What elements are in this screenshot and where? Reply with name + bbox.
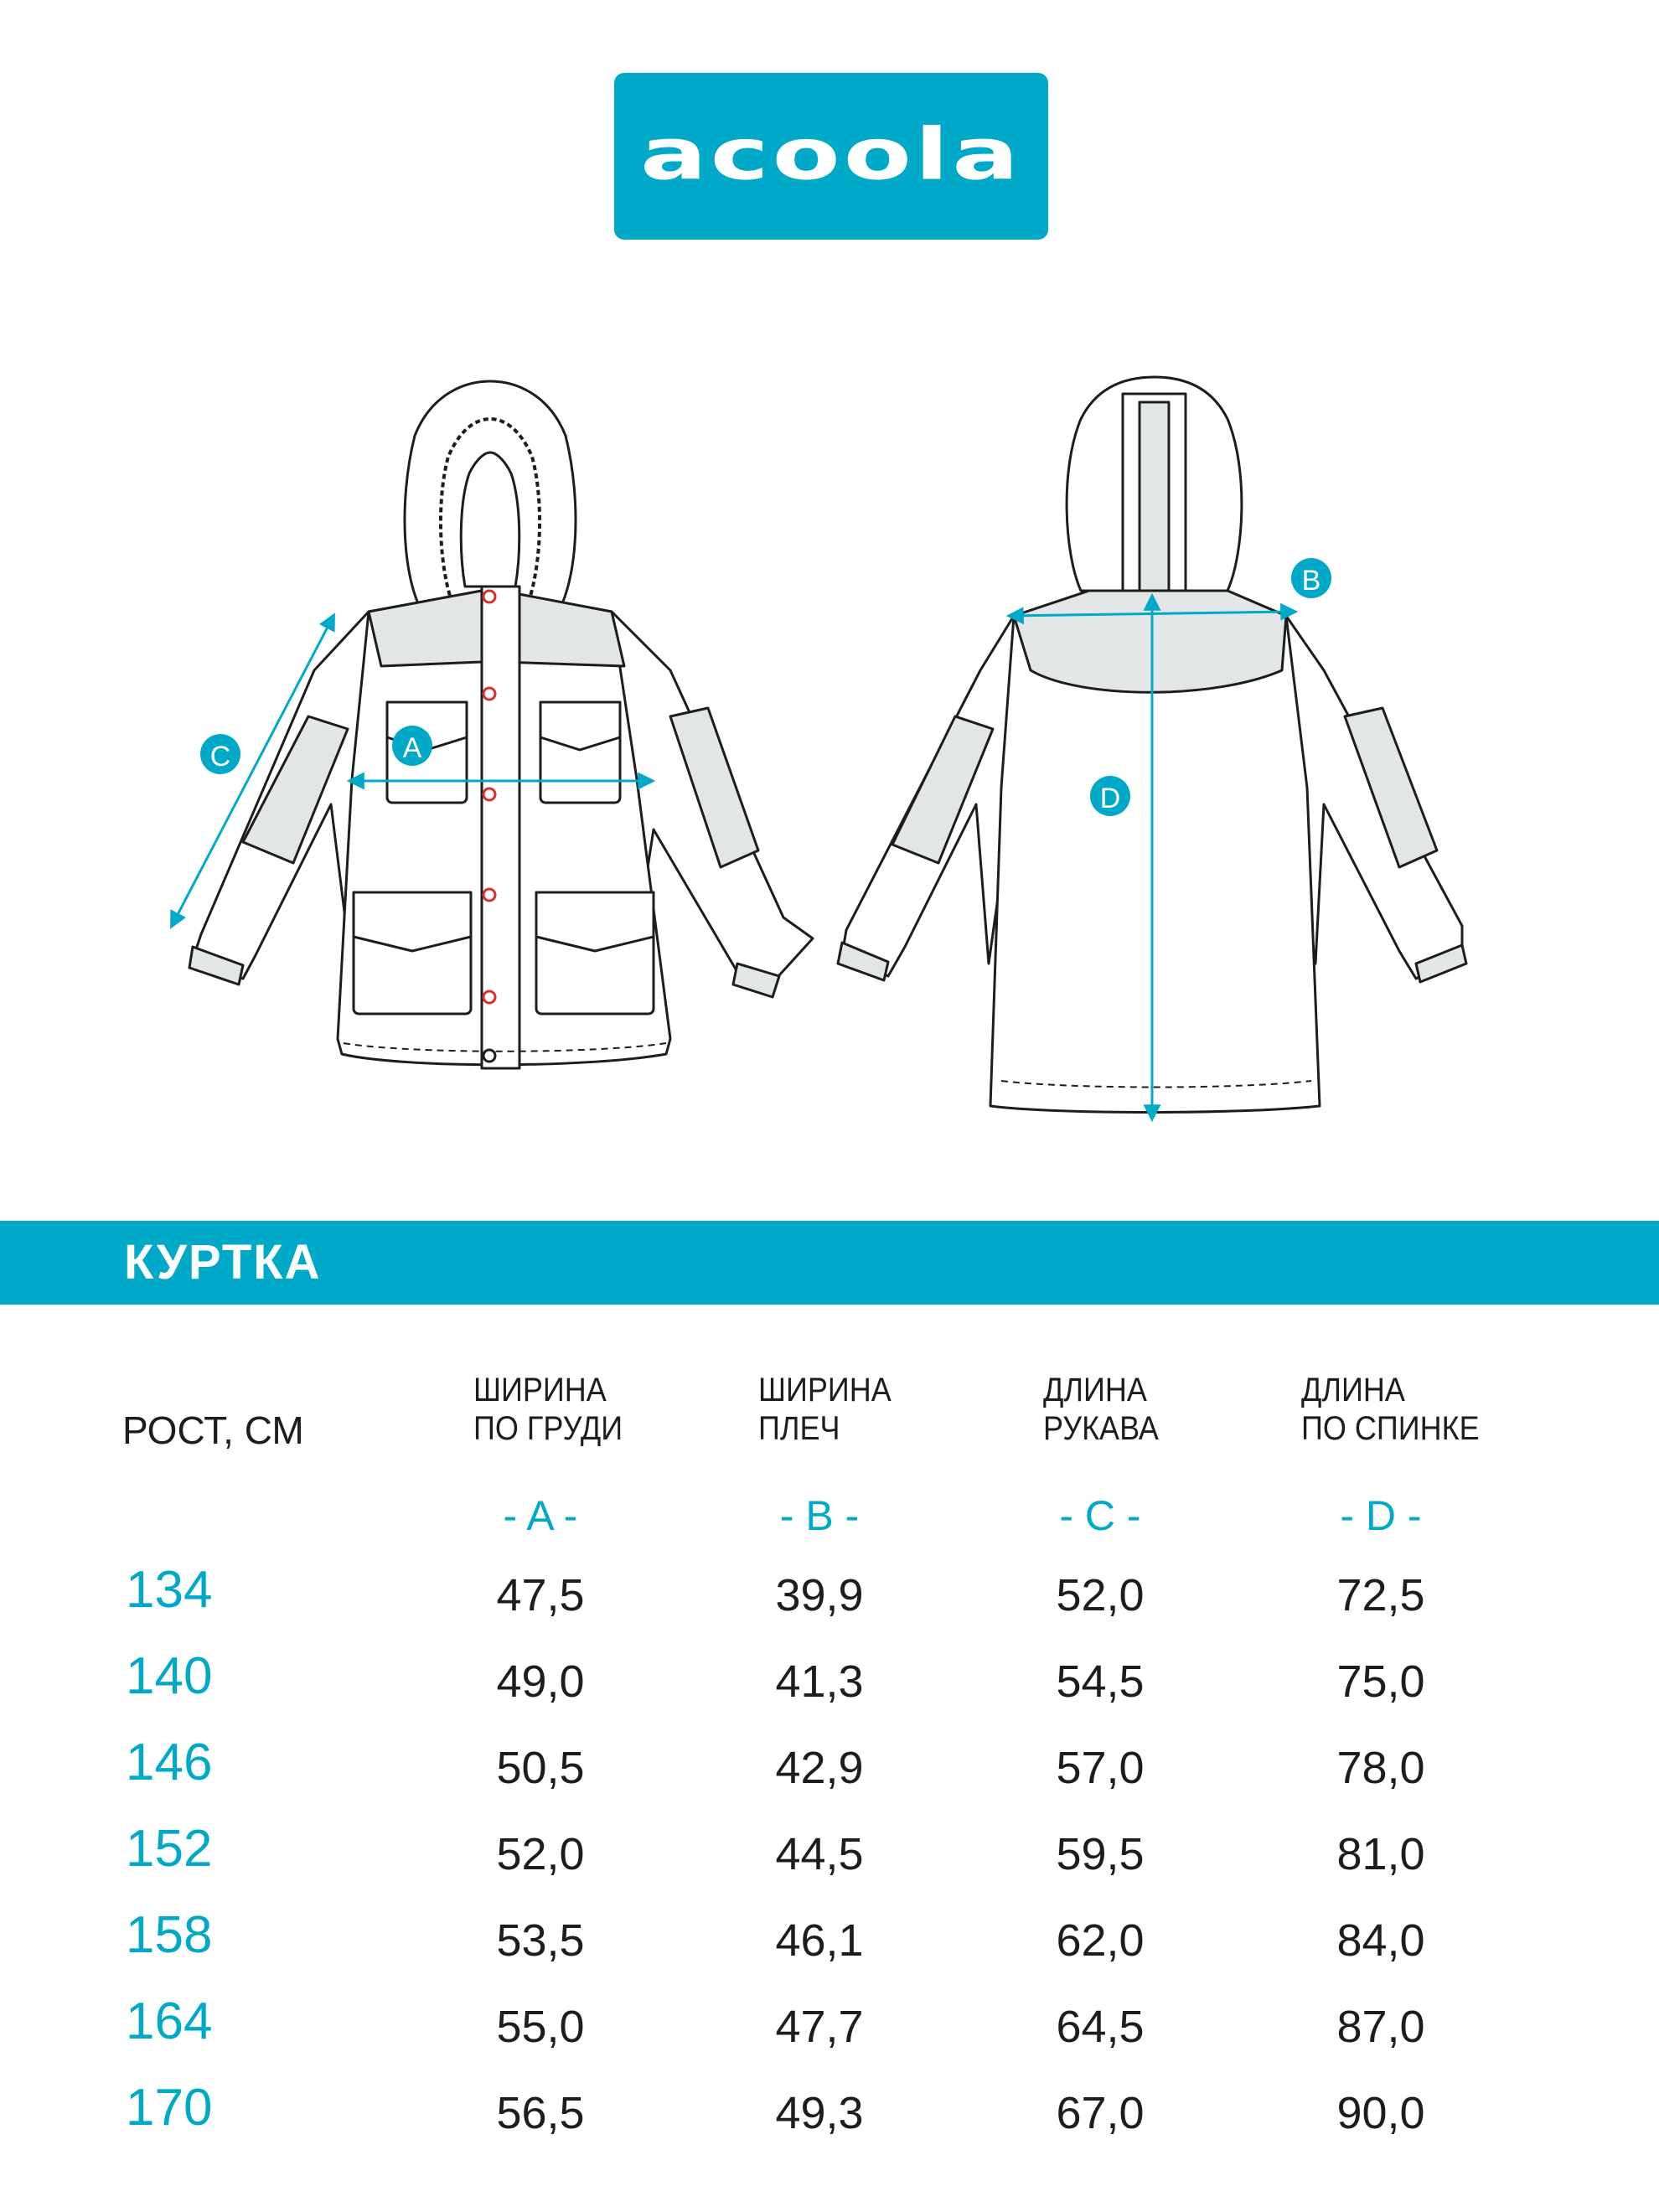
- column-header-b-line2: ПЛЕЧ: [758, 1410, 840, 1447]
- row-height: 170: [126, 2079, 213, 2137]
- marker-a: A: [402, 732, 422, 764]
- back-length-value: 84,0: [1336, 1915, 1425, 1966]
- back-length-value: 90,0: [1336, 2088, 1425, 2138]
- shoulder-width-value: 49,3: [775, 2088, 864, 2138]
- sleeve-length-value: 57,0: [1056, 1743, 1145, 1793]
- sleeve-length-value: 64,5: [1056, 2002, 1145, 2052]
- marker-c: C: [209, 741, 231, 773]
- column-header-b-line1: ШИРИНА: [758, 1372, 892, 1408]
- chest-width-value: 55,0: [496, 2002, 585, 2052]
- sleeve-length-value: 54,5: [1056, 1656, 1145, 1707]
- column-code-b: - B -: [779, 1492, 860, 1539]
- height-column-header: РОСТ, СМ: [122, 1408, 304, 1452]
- column-header-d-line2: ПО СПИНКЕ: [1301, 1410, 1480, 1447]
- column-code-c: - C -: [1059, 1492, 1141, 1539]
- shoulder-width-value: 42,9: [775, 1743, 864, 1793]
- shoulder-width-value: 47,7: [775, 2002, 864, 2052]
- column-header-c-line2: РУКАВА: [1043, 1410, 1159, 1447]
- marker-d: D: [1099, 783, 1121, 814]
- chest-width-value: 49,0: [496, 1656, 585, 1707]
- chest-width-value: 53,5: [496, 1915, 585, 1966]
- shoulder-width-value: 46,1: [775, 1915, 864, 1966]
- sleeve-length-value: 59,5: [1056, 1829, 1145, 1879]
- logo-text: acoola: [640, 111, 1022, 196]
- row-height: 164: [126, 1992, 213, 2050]
- sleeve-length-value: 67,0: [1056, 2088, 1145, 2138]
- sleeve-length-value: 62,0: [1056, 1915, 1145, 1966]
- back-length-value: 78,0: [1336, 1743, 1425, 1793]
- section-title: КУРТКА: [124, 1235, 322, 1289]
- column-code-d: - D -: [1340, 1492, 1422, 1539]
- chest-width-value: 50,5: [496, 1743, 585, 1793]
- chest-width-value: 47,5: [496, 1570, 585, 1620]
- shoulder-width-value: 41,3: [775, 1656, 864, 1707]
- column-header-c-line1: ДЛИНА: [1043, 1372, 1147, 1408]
- marker-b: B: [1301, 565, 1321, 597]
- back-length-value: 87,0: [1336, 2002, 1425, 2052]
- row-height: 146: [126, 1734, 213, 1791]
- row-height: 140: [126, 1647, 213, 1705]
- back-length-value: 81,0: [1336, 1829, 1425, 1879]
- row-height: 158: [126, 1906, 213, 1964]
- chest-width-value: 52,0: [496, 1829, 585, 1879]
- jacket-front-view: [189, 381, 813, 1068]
- chest-width-value: 56,5: [496, 2088, 585, 2138]
- shoulder-width-value: 39,9: [775, 1570, 864, 1620]
- row-height: 134: [126, 1561, 213, 1619]
- column-header-a-line1: ШИРИНА: [473, 1372, 607, 1408]
- back-length-value: 72,5: [1336, 1570, 1425, 1620]
- shoulder-width-value: 44,5: [775, 1829, 864, 1879]
- sleeve-length-value: 52,0: [1056, 1570, 1145, 1620]
- back-length-value: 75,0: [1336, 1656, 1425, 1707]
- column-header-d-line1: ДЛИНА: [1301, 1372, 1405, 1408]
- row-height: 152: [126, 1820, 213, 1878]
- column-header-a-line2: ПО ГРУДИ: [473, 1410, 623, 1447]
- column-code-a: - A -: [503, 1492, 578, 1539]
